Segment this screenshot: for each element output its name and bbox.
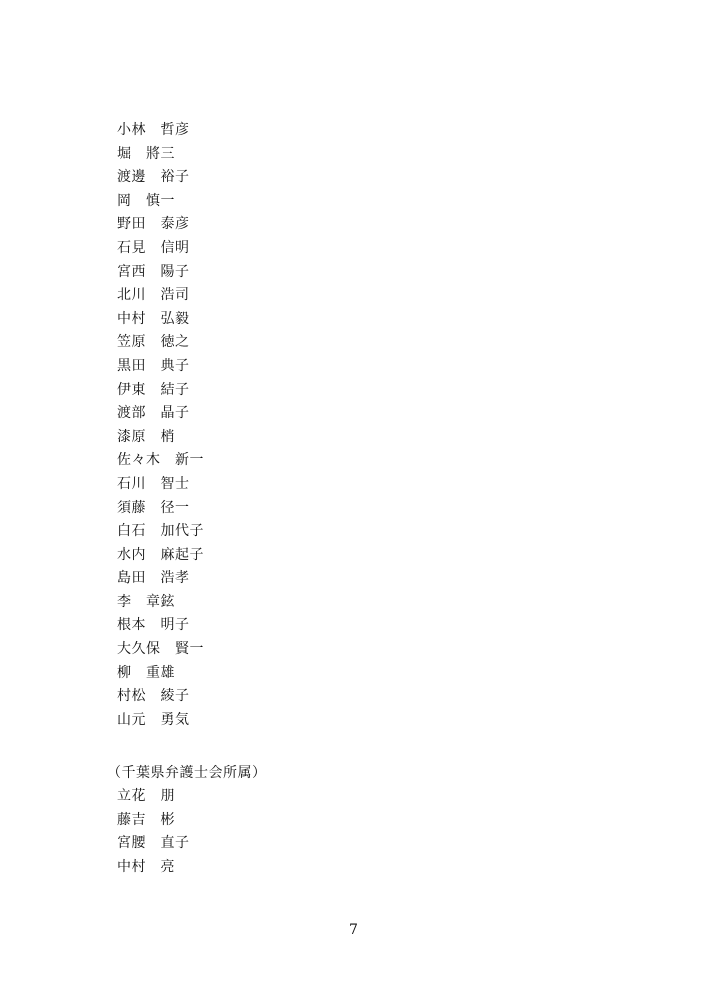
member-name: 白石 加代子	[117, 523, 204, 540]
member-name: 中村 亮	[117, 858, 175, 875]
member-name: 伊東 結子	[117, 381, 190, 398]
section-heading: （千葉県弁護士会所属）	[107, 765, 267, 781]
member-name: 大久保 賢一	[117, 641, 204, 658]
member-name: 須藤 径一	[117, 499, 190, 516]
member-name: 李 章鉉	[117, 593, 175, 610]
member-name: 渡部 晶子	[117, 405, 190, 422]
member-name: 北川 浩司	[117, 287, 190, 304]
page-number: 7	[349, 922, 358, 938]
member-name: 石川 智士	[117, 475, 190, 492]
member-name: 漆原 梢	[117, 428, 175, 445]
member-name: 岡 慎一	[117, 192, 175, 209]
member-name: 村松 綾子	[117, 688, 190, 705]
member-name: 島田 浩孝	[117, 570, 190, 587]
chiba-member-list	[117, 785, 190, 879]
member-name: 佐々木 新一	[117, 452, 204, 469]
member-name: 宮腰 直子	[117, 835, 190, 852]
member-name: 石見 信明	[117, 239, 190, 256]
member-name: 立花 朋	[117, 788, 175, 804]
member-name: 水内 麻起子	[117, 546, 204, 563]
member-list	[117, 119, 204, 732]
member-name: 笠原 徳之	[117, 334, 190, 351]
member-name: 藤吉 彬	[117, 811, 175, 828]
member-name: 中村 弘毅	[117, 310, 190, 327]
member-name: 山元 勇気	[117, 711, 190, 728]
member-name: 黒田 典子	[117, 357, 190, 374]
member-name: 根本 明子	[117, 617, 190, 634]
member-name: 柳 重雄	[117, 664, 175, 681]
member-name: 野田 泰彦	[117, 216, 190, 233]
member-name: 小林 哲彦	[117, 122, 190, 138]
member-name: 宮西 陽子	[117, 263, 190, 280]
member-name: 堀 將三	[117, 145, 175, 162]
member-name: 渡邊 裕子	[117, 169, 190, 186]
